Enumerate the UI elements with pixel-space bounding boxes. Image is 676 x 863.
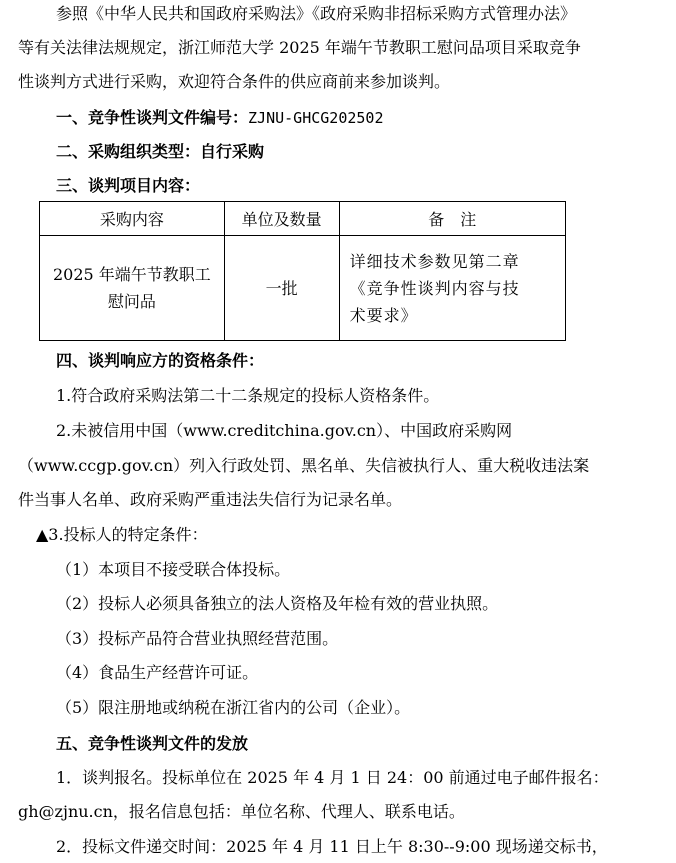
section-5-heading: 五、竞争性谈判文件的发放 <box>56 734 249 753</box>
section-1-heading <box>56 107 383 129</box>
cell-note-line-1: 详细技术参数见第二章 <box>349 251 520 271</box>
cell-content-line-2: 慰问品 <box>107 292 156 311</box>
table-header-row <box>40 202 566 236</box>
distribution-item-1-line-2: gh@zjnu.cn，报名信息包括：单位名称、代理人、联系电话。 <box>18 802 465 821</box>
section-4-heading: 四、谈判响应方的资格条件： <box>56 351 265 370</box>
header-quantity: 单位及数量 <box>224 202 339 236</box>
distribution-item-2-line-1: 2．投标文件递交时间：2025 年 4 月 11 日上午 8:30--9:00 现场递交标书， <box>56 837 608 856</box>
cell-note <box>339 236 565 341</box>
intro-line-2: 等有关法律法规规定，浙江师范大学 2025 年端午节教职工慰问品项目采取竞争 <box>18 38 581 57</box>
qualification-item-3: ▲3.投标人的特定条件： <box>36 525 208 544</box>
table-row <box>40 236 566 341</box>
cell-content-line-1: 2025 年端午节教职工 <box>52 265 211 284</box>
qualification-item-2-line-2: （www.ccgp.gov.cn）列入行政处罚、黑名单、失信被执行人、重大税收违法案 <box>18 456 590 475</box>
document-code: ZJNU-GHCG202502 <box>248 109 384 127</box>
intro-line-1: 参照《中华人民共和国政府采购法》《政府采购非招标采购方式管理办法》 <box>56 4 577 23</box>
header-note: 备 注 <box>339 202 565 236</box>
section-1-label: 一、竞争性谈判文件编号： <box>56 108 249 127</box>
specific-condition-4: （4）食品生产经营许可证。 <box>56 663 259 682</box>
cell-note-line-3: 术要求》 <box>349 305 418 325</box>
header-content: 采购内容 <box>40 202 225 236</box>
cell-note-line-2: 《竞争性谈判内容与技 <box>349 278 520 298</box>
section-3-heading: 三、谈判项目内容： <box>56 176 201 195</box>
cell-content <box>40 236 225 341</box>
specific-condition-3: （3）投标产品符合营业执照经营范围。 <box>56 629 339 648</box>
distribution-item-1-line-1: 1．谈判报名。投标单位在 2025 年 4 月 1 日 24：00 前通过电子邮件报名： <box>56 768 609 787</box>
specific-condition-5: （5）限注册地或纳税在浙江省内的公司（企业）。 <box>56 698 411 717</box>
section-2-heading: 二、采购组织类型：自行采购 <box>56 142 265 161</box>
qualification-item-1: 1.符合政府采购法第二十二条规定的投标人资格条件。 <box>56 386 440 405</box>
intro-line-3: 性谈判方式进行采购，欢迎符合条件的供应商前来参加谈判。 <box>18 72 451 91</box>
qualification-item-2-line-1: 2.未被信用中国（www.creditchina.gov.cn）、中国政府采购网 <box>56 421 513 440</box>
cell-quantity: 一批 <box>224 236 339 341</box>
specific-condition-1: （1）本项目不接受联合体投标。 <box>56 560 291 579</box>
specific-condition-2: （2）投标人必须具备独立的法人资格及年检有效的营业执照。 <box>56 594 499 613</box>
qualification-item-2-line-3: 件当事人名单、政府采购严重违法失信行为记录名单。 <box>18 490 403 509</box>
project-items-table <box>39 201 566 341</box>
